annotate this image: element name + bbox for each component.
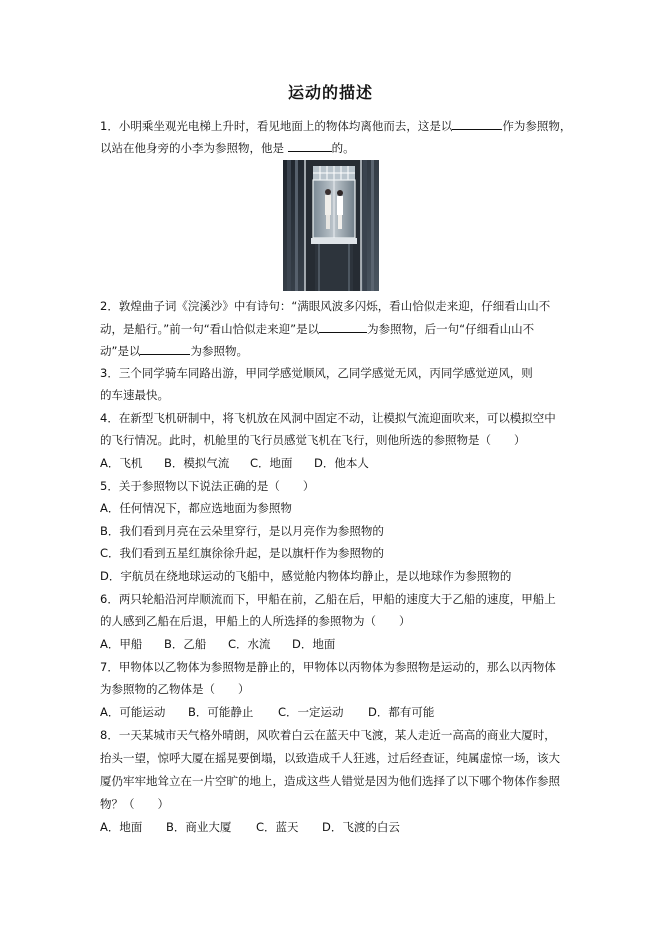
q2-line-2 [100,320,570,337]
q6-options [100,636,570,652]
q7-options [100,704,570,720]
elevator-illustration [283,160,379,291]
q7-option-d[interactable]: D．都有可能 [368,705,435,719]
q7-option-c[interactable]: C．一定运动 [278,705,344,719]
glass-sightseeing-elevator-photo [283,160,379,291]
q8-line-1: 8．一天某城市天气格外晴朗，风吹着白云在蓝天中飞渡，某人走近一高高的商业大厦时， [100,728,556,742]
q2-line-3 [100,342,570,359]
q6-option-d[interactable]: D．地面 [292,637,336,651]
q4-line-1: 4．在新型飞机研制中，将飞机放在风洞中固定不动，让模拟气流迎面吹来，可以模拟空中 [100,411,556,425]
q4-option-c[interactable]: C．地面 [250,456,293,470]
q1-text: 作为参照物， [502,119,572,133]
q1-line-2 [100,139,570,156]
q6-option-c[interactable]: C．水流 [228,637,271,651]
q8-option-c[interactable]: C．蓝天 [256,820,299,834]
q8-options [100,819,570,835]
q2-text: 动，是船行。”前一句“看山恰似走来迎”是以 [100,322,320,336]
q2-line-1: 2．敦煌曲子词《浣溪沙》中有诗句：“满眼风波多闪烁，看山恰似走来迎，仔细看山山不 [100,299,551,313]
q4-option-a[interactable]: A．飞机 [100,456,143,470]
q7-option-a[interactable]: A．可能运动 [100,705,166,719]
q1-text: 的。 [331,141,355,155]
q6-option-b[interactable]: B．乙船 [164,637,207,651]
q1-text: 1．小明乘坐观光电梯上升时，看见地面上的物体均离他而去，这是以 [100,119,453,133]
q8-option-a[interactable]: A．地面 [100,820,143,834]
q6-option-a[interactable]: A．甲船 [100,637,143,651]
q5-option-a[interactable]: A．任何情况下，都应选地面为参照物 [100,501,292,515]
q1-text: 以站在他身旁的小李为参照物，他是 [100,141,284,155]
q5-option-c[interactable]: C．我们看到五星红旗徐徐升起，是以旗杆作为参照物的 [100,546,385,560]
q7-line-2: 为参照物的乙物体是（ ） [100,682,250,696]
q8-option-d[interactable]: D．飞渡的白云 [322,820,400,834]
q4-option-b[interactable]: B．模拟气流 [164,456,230,470]
q5-option-b[interactable]: B．我们看到月亮在云朵里穿行，是以月亮作为参照物的 [100,524,384,538]
q5-option-d[interactable]: D．宇航员在绕地球运动的飞船中，感觉舱内物体均静止，是以地球作为参照物的 [100,569,512,583]
q5-stem: 5．关于参照物以下说法正确的是（ ） [100,479,315,493]
q2-text: 动”是以 [100,344,141,358]
q8-line-3: 厦仍牢牢地耸立在一片空旷的地上，造成这些人错觉是因为他们选择了以下哪个物体作参照 [100,774,560,788]
q2-blank-1[interactable] [319,320,367,333]
q7-line-1: 7．甲物体以乙物体为参照物是静止的，甲物体以丙物体为参照物是运动的，那么以丙物体 [100,660,556,674]
q7-option-b[interactable]: B．可能静止 [188,705,254,719]
q8-line-4: 物？（ ） [100,797,169,811]
q2-blank-2[interactable] [140,342,190,355]
q4-line-2: 的飞行情况。此时，机舱里的飞行员感觉飞机在飞行，则他所选的参照物是（ ） [100,433,526,447]
q6-line-1: 6．两只轮船沿河岸顺流而下，甲船在前，乙船在后，甲船的速度大于乙船的速度，甲船上 [100,592,556,606]
q4-option-d[interactable]: D．他本人 [314,456,369,470]
q6-line-2: 的人感到乙船在后退，甲船上的人所选择的参照物为（ ） [100,614,411,628]
page-title: 运动的描述 [287,83,373,102]
q1-blank-2[interactable] [288,139,332,152]
q8-option-b[interactable]: B．商业大厦 [166,820,232,834]
q2-text: 为参照物，后一句“仔细看山山不 [367,322,535,336]
q4-options [100,455,570,471]
q3-line-1: 3．三个同学骑车同路出游，甲同学感觉顺风，乙同学感觉无风，丙同学感觉逆风，则 [100,366,533,380]
q3-line-2: 的车速最快。 [100,388,169,402]
q1-blank-1[interactable] [452,117,502,130]
q1-line-1 [100,117,570,134]
q2-text: 为参照物。 [190,344,248,358]
q8-line-2: 抬头一望，惊呼大厦在摇晃要倒塌，以致造成千人狂逃，过后经查证，纯属虚惊一场，该大 [100,751,560,765]
